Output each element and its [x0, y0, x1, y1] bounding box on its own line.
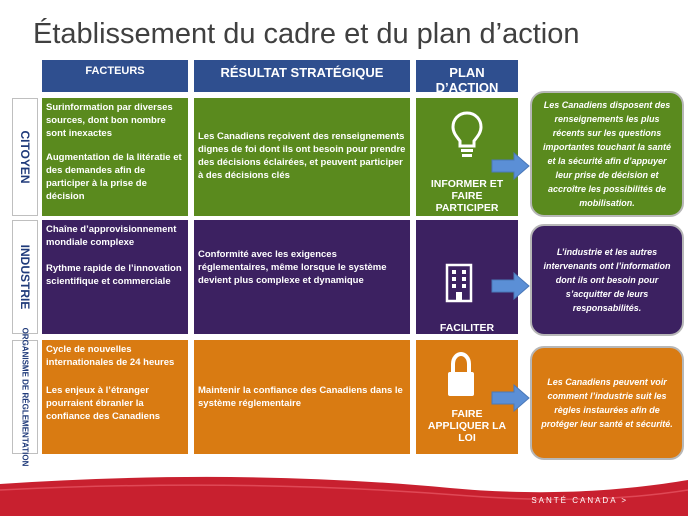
footer-label: SANTÉ CANADA > — [531, 496, 628, 505]
result-cell-industrie — [194, 220, 410, 334]
action-label: FAIRE APPLIQUER LA LOI — [427, 408, 507, 444]
arrow-right-icon — [490, 384, 530, 412]
header-factors: FACTEURS — [42, 60, 188, 92]
header-strategic-result: RÉSULTAT STRATÉGIQUE — [194, 60, 410, 92]
action-label: FACILITER — [439, 322, 495, 334]
factor-text: Les enjeux à l’étranger pourraient ébranler la confiance des Canadiens — [46, 385, 161, 422]
lightbulb-icon — [449, 110, 485, 158]
row-label-industrie: INDUSTRIE — [12, 220, 38, 334]
factor-text: Surinformation par diverses sources, dont bon nombre sont inexactes — [46, 102, 173, 139]
factor-text: Augmentation de la litératie et des demandes afin de participer à la prise de décision — [46, 152, 182, 202]
factor-text: Rythme rapide de l’innovation scientifique et commerciale — [46, 263, 182, 287]
factors-cell-industrie — [42, 220, 188, 334]
outcome-bubble-industrie: L’industrie et les autres intervenants ont l’information dont ils ont besoin pour s’acquitter de leurs responsabilités. — [530, 224, 684, 336]
factor-text: Chaîne d’approvisionnement mondiale complexe — [46, 224, 177, 248]
outcome-bubble-organisme: Les Canadiens peuvent voir comment l’industrie suit les règles instaurées afin de protéger leur santé et sécurité. — [530, 346, 684, 460]
action-label: INFORMER ET FAIRE PARTICIPER — [430, 178, 504, 214]
arrow-right-icon — [490, 272, 530, 300]
factors-cell-organisme — [42, 340, 188, 454]
factor-text: Cycle de nouvelles internationales de 24 heures — [46, 344, 175, 368]
padlock-icon — [445, 352, 477, 400]
outcome-bubble-citoyen: Les Canadiens disposent des renseignements les plus récents sur les questions importantes touchant la santé et la sécurité afin d’appuyer leur prise de décision et accroître les possibilités de mobilisation. — [530, 91, 684, 217]
result-text: Maintenir la confiance des Canadiens dans le système réglementaire — [198, 385, 403, 409]
page-title: Établissement du cadre et du plan d’action — [33, 18, 580, 50]
result-cell-organisme — [194, 340, 410, 454]
row-label-organisme: ORGANISME DE RÉGLEMENTATION — [12, 340, 38, 454]
result-text: Les Canadiens reçoivent des renseignements dignes de foi dont ils ont besoin pour prendre des décisions éclairées, et peuvent participer à des décisions clés — [198, 131, 406, 181]
header-action-plan: PLAN D’ACTION — [416, 60, 518, 92]
result-text: Conformité avec les exigences réglementaires, même lorsque le système devient plus complexe et dynamique — [198, 249, 387, 286]
building-icon — [444, 263, 474, 303]
arrow-right-icon — [490, 152, 530, 180]
footer-wave — [0, 470, 688, 516]
factors-cell-citoyen — [42, 98, 188, 216]
row-label-citoyen: CITOYEN — [12, 98, 38, 216]
result-cell-citoyen — [194, 98, 410, 216]
